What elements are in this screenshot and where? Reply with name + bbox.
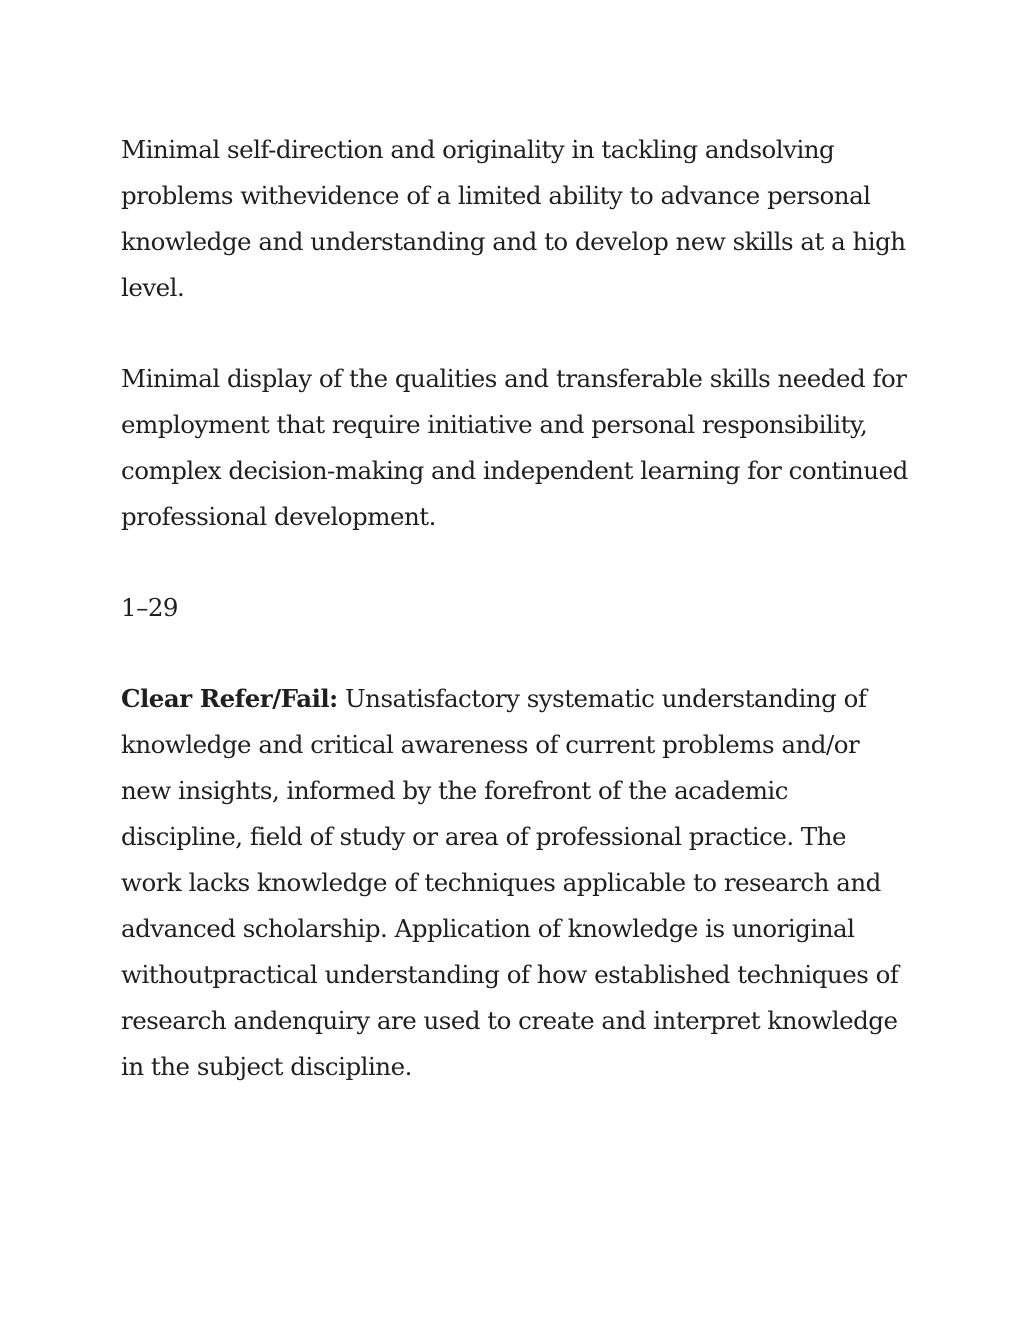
clear-fail-text: Unsatisfactory systematic understanding of knowledge and critical awareness of current problems and/or new insights, informed by the forefront of the academic discipline, field of study or area of professional practice. The work lacks knowledge of techniques applicable to research and advanced scholarship. Application of knowledge is unoriginal withoutpractical understanding of how established techniques of research andenquiry are used to create and interpret knowledge in the subject discipline. (121, 684, 899, 1081)
paragraph-clear-fail (121, 676, 911, 1090)
score-range: 1–29 (121, 593, 179, 622)
clear-fail-label: Clear Refer/Fail: (121, 684, 338, 713)
paragraph-transferable-skills: Minimal display of the qualities and transferable skills needed for employment that require initiative and personal responsibility, complex decision-making and independent learning for continued professional development. (121, 364, 908, 531)
paragraph-self-direction: Minimal self-direction and originality in tackling andsolving problems withevidence of a limited ability to advance personal knowledge and understanding and to develop new skills at a high level. (121, 135, 906, 302)
document-page (121, 127, 911, 1135)
